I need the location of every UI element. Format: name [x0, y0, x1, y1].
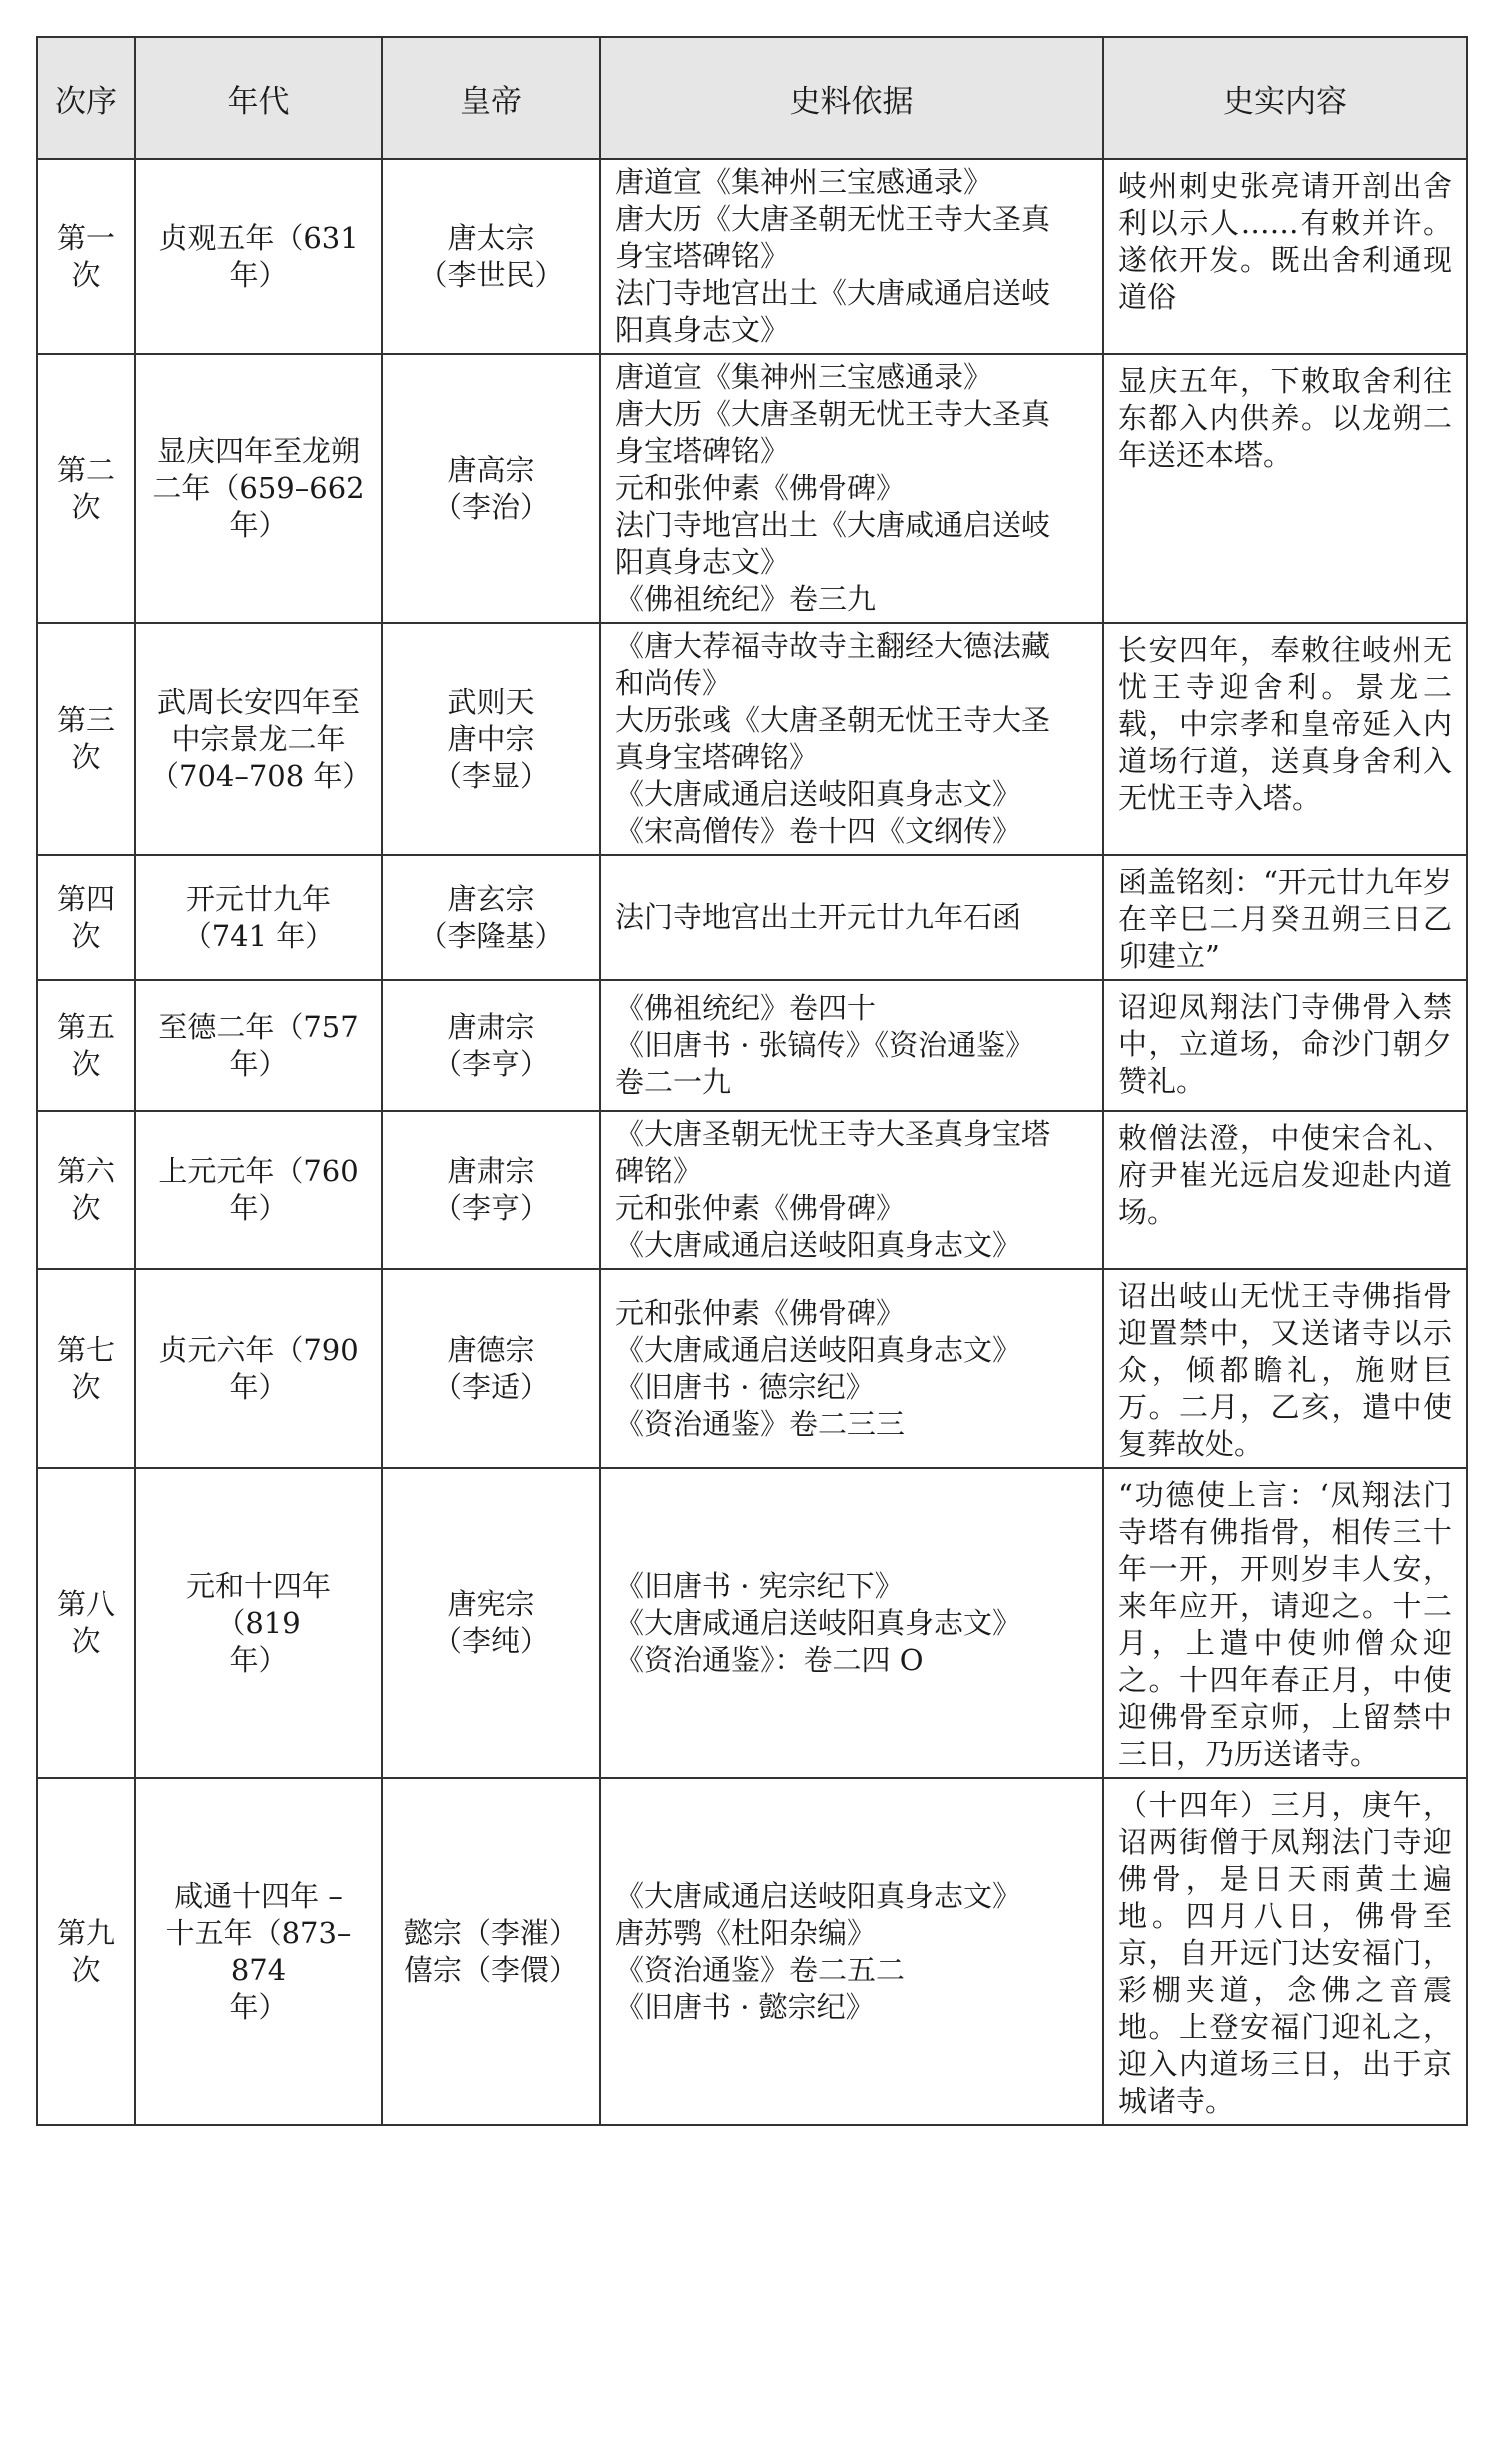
- cell-sources: [600, 623, 1103, 855]
- cell-sources-line: 身宝塔碑铭》: [615, 434, 790, 468]
- cell-sources-line: 《资治通鉴》：卷二四 O: [615, 1642, 924, 1677]
- cell-era: [135, 1269, 382, 1468]
- cell-sources-line: 和尚传》: [615, 666, 732, 700]
- cell-sources-line: 《大唐圣朝无忧王寺大圣真身宝塔: [615, 1117, 1051, 1151]
- header-sources: 史料依据: [600, 37, 1103, 159]
- header-emperor: 皇帝: [382, 37, 600, 159]
- cell-sources-line: 唐苏鹗《杜阳杂编》: [615, 1915, 877, 1950]
- cell-era-line: 年）: [229, 1369, 288, 1404]
- cell-era-line: 年）: [229, 1046, 288, 1081]
- cell-emperor: [382, 1778, 600, 2125]
- cell-sources-line: 真身宝塔碑铭》: [615, 740, 819, 774]
- cell-order: 第九次: [37, 1778, 135, 2125]
- cell-era: [135, 980, 382, 1111]
- table-row: [37, 1269, 1467, 1468]
- cell-order: 第八次: [37, 1468, 135, 1778]
- cell-order: 第五次: [37, 980, 135, 1111]
- cell-emperor-line: （李适）: [432, 1369, 549, 1404]
- cell-content-text: 诏迎凤翔法门寺佛骨入禁中，立道场，命沙门朝夕赞礼。: [1118, 990, 1452, 1098]
- cell-emperor-line: 唐宪宗: [447, 1587, 535, 1621]
- cell-era-line: 二年（659–662: [152, 471, 365, 505]
- cell-sources-line: 《旧唐书 · 德宗纪》: [615, 1369, 875, 1404]
- cell-era: [135, 1778, 382, 2125]
- cell-content: [1103, 1269, 1467, 1468]
- cell-emperor-line: （李亨）: [432, 1191, 549, 1225]
- cell-sources-line: 卷二一九: [615, 1065, 732, 1099]
- table-row: [37, 1468, 1467, 1778]
- cell-content: [1103, 1778, 1467, 2125]
- cell-emperor: [382, 1269, 600, 1468]
- cell-era: [135, 1111, 382, 1269]
- cell-content: [1103, 1111, 1467, 1269]
- cell-sources-line: 唐大历《大唐圣朝无忧王寺大圣真: [615, 397, 1051, 431]
- cell-emperor-line: 唐中宗: [447, 721, 535, 756]
- cell-sources-line: 大历张彧《大唐圣朝无忧王寺大圣: [615, 703, 1051, 737]
- cell-emperor-line: 唐肃宗: [447, 1009, 535, 1044]
- cell-era-line: 年）: [229, 1989, 288, 2024]
- cell-sources-line: 唐道宣《集神州三宝感通录》: [615, 165, 993, 199]
- table-body: [37, 159, 1467, 2125]
- cell-era-line: 中宗景龙二年: [171, 721, 346, 756]
- cell-order: 第四次: [37, 855, 135, 980]
- cell-era-line: （741 年）: [182, 918, 335, 953]
- header-era: 年代: [135, 37, 382, 159]
- cell-sources-line: 《大唐咸通启送岐阳真身志文》: [615, 1332, 1022, 1367]
- cell-emperor: [382, 1468, 600, 1778]
- cell-content: [1103, 623, 1467, 855]
- cell-era-line: 年）: [229, 1191, 288, 1225]
- cell-emperor-line: （李世民）: [418, 257, 564, 292]
- cell-sources-line: 碑铭》: [615, 1154, 703, 1188]
- cell-sources: [600, 1468, 1103, 1778]
- cell-emperor-line: 僖宗（李儇）: [403, 1952, 578, 1987]
- cell-emperor-line: （李亨）: [432, 1046, 549, 1081]
- cell-content-text: 敕僧法澄，中使宋合礼、府尹崔光远启发迎赴内道场。: [1118, 1121, 1452, 1229]
- cell-sources-line: 《佛祖统纪》卷三九: [615, 582, 877, 616]
- cell-era-line: （704–708 年）: [150, 758, 372, 793]
- cell-emperor-line: 武则天: [447, 684, 535, 719]
- cell-order: 第七次: [37, 1269, 135, 1468]
- cell-sources-line: 《旧唐书 · 张镐传》《资治通鉴》: [615, 1028, 1035, 1062]
- cell-sources: [600, 1269, 1103, 1468]
- cell-sources-line: 《大唐咸通启送岐阳真身志文》: [615, 1228, 1022, 1262]
- cell-emperor-line: 懿宗（李漼）: [403, 1915, 578, 1950]
- cell-era: [135, 1468, 382, 1778]
- cell-emperor: [382, 1111, 600, 1269]
- cell-era-line: 贞元六年（790: [158, 1332, 359, 1367]
- cell-emperor: [382, 354, 600, 623]
- cell-sources-line: 《旧唐书 · 懿宗纪》: [615, 1989, 875, 2024]
- cell-emperor: [382, 855, 600, 980]
- cell-era-line: 贞观五年（631: [158, 220, 359, 255]
- cell-sources-line: 《大唐咸通启送岐阳真身志文》: [615, 1878, 1022, 1913]
- cell-emperor: [382, 159, 600, 354]
- cell-sources: [600, 1778, 1103, 2125]
- cell-order: 第二次: [37, 354, 135, 623]
- cell-content: [1103, 1468, 1467, 1778]
- cell-emperor-line: 唐高宗: [447, 452, 535, 487]
- cell-content-text: 诏出岐山无忧王寺佛指骨迎置禁中，又送诸寺以示众，倾都瞻礼，施财巨万。二月，乙亥，遣中使复葬故处。: [1118, 1279, 1452, 1461]
- cell-era: [135, 354, 382, 623]
- cell-content: [1103, 855, 1467, 980]
- cell-order: 第一次: [37, 159, 135, 354]
- cell-sources-line: 元和张仲素《佛骨碑》: [615, 1295, 906, 1330]
- cell-emperor-line: 唐肃宗: [447, 1154, 535, 1188]
- cell-era-line: 咸通十四年 –: [174, 1878, 343, 1913]
- cell-era-line: 显庆四年至龙朔: [156, 434, 360, 468]
- cell-emperor-line: （李纯）: [432, 1624, 549, 1658]
- cell-sources-line: 唐道宣《集神州三宝感通录》: [615, 360, 993, 394]
- cell-era-line: 至德二年（757: [158, 1009, 359, 1044]
- cell-emperor: [382, 623, 600, 855]
- cell-sources-line: 元和张仲素《佛骨碑》: [615, 1191, 906, 1225]
- cell-content: [1103, 980, 1467, 1111]
- cell-sources: [600, 159, 1103, 354]
- cell-sources-line: 《佛祖统纪》卷四十: [615, 991, 877, 1025]
- header-order: 次序: [37, 37, 135, 159]
- cell-era-line: 年）: [229, 508, 288, 542]
- cell-sources-line: 《宋高僧传》卷十四《文纲传》: [615, 814, 1022, 848]
- cell-order: 第三次: [37, 623, 135, 855]
- cell-sources-line: 《旧唐书 · 宪宗纪下》: [615, 1568, 904, 1603]
- cell-era-line: 年）: [229, 257, 288, 292]
- table-row: [37, 159, 1467, 354]
- cell-era: [135, 623, 382, 855]
- cell-era-line: 上元元年（760: [158, 1154, 359, 1188]
- cell-sources-line: 《大唐咸通启送岐阳真身志文》: [615, 777, 1022, 811]
- history-table: [36, 36, 1468, 2126]
- cell-era-line: 元和十四年（819: [185, 1568, 331, 1640]
- cell-sources: [600, 855, 1103, 980]
- cell-era-line: 十五年（873–874: [165, 1915, 352, 1987]
- cell-era-line: 年）: [229, 1642, 288, 1677]
- cell-emperor-line: （李隆基）: [418, 918, 564, 953]
- cell-sources: [600, 354, 1103, 623]
- cell-content-text: （十四年）三月，庚午，诏两街僧于凤翔法门寺迎佛骨，是日天雨黄土遍地。四月八日，佛骨至京，自开远门达安福门，彩棚夹道，念佛之音震地。上登安福门迎礼之，迎入内道场三日，出于京城诸寺。: [1118, 1788, 1452, 2118]
- cell-content-text: “功德使上言：‘凤翔法门寺塔有佛指骨，相传三十年一开，开则岁丰人安，来年应开，请迎之。十二月，上遣中使帅僧众迎之。十四年春正月，中使迎佛骨至京师，上留禁中三日，乃历送诸寺。: [1118, 1478, 1452, 1771]
- cell-sources-line: 《大唐咸通启送岐阳真身志文》: [615, 1605, 1022, 1640]
- cell-sources-line: 《资治通鉴》卷二三三: [615, 1406, 906, 1441]
- cell-emperor: [382, 980, 600, 1111]
- cell-content-text: 函盖铭刻：“开元廿九年岁在辛巳二月癸丑朔三日乙卯建立”: [1118, 865, 1452, 973]
- table-row: [37, 623, 1467, 855]
- cell-emperor-line: 唐玄宗: [447, 881, 535, 916]
- cell-content-text: 显庆五年，下敕取舍利往东都入内供养。以龙朔二年送还本塔。: [1118, 364, 1452, 472]
- cell-era: [135, 159, 382, 354]
- cell-order: 第六次: [37, 1111, 135, 1269]
- cell-sources-line: 《唐大荐福寺故寺主翻经大德法藏: [615, 629, 1051, 663]
- cell-sources-line: 元和张仲素《佛骨碑》: [615, 471, 906, 505]
- cell-sources-line: 法门寺地宫出土《大唐咸通启送岐: [615, 276, 1051, 310]
- table-row: [37, 980, 1467, 1111]
- table-row: [37, 1778, 1467, 2125]
- cell-emperor-line: （李治）: [432, 489, 549, 524]
- cell-sources-line: 阳真身志文》: [615, 545, 790, 579]
- cell-era-line: 开元廿九年: [185, 881, 331, 916]
- header-row: [37, 37, 1467, 159]
- cell-sources-line: 阳真身志文》: [615, 313, 790, 347]
- cell-emperor-line: 唐德宗: [447, 1332, 535, 1367]
- header-content: 史实内容: [1103, 37, 1467, 159]
- cell-content: [1103, 159, 1467, 354]
- cell-era-line: 武周长安四年至: [156, 684, 360, 719]
- cell-emperor-line: 唐太宗: [447, 220, 535, 255]
- cell-sources: [600, 980, 1103, 1111]
- cell-sources-line: 法门寺地宫出土开元廿九年石函: [615, 900, 1022, 934]
- cell-content-text: 长安四年，奉敕往岐州无忧王寺迎舍利。景龙二载，中宗孝和皇帝延入内道场行道，送真身舍利入无忧王寺入塔。: [1118, 633, 1452, 815]
- cell-content-text: 岐州刺史张亮请开剖出舍利以示人……有敕并许。遂依开发。既出舍利通现道俗: [1118, 169, 1452, 314]
- cell-sources-line: 身宝塔碑铭》: [615, 239, 790, 273]
- cell-content: [1103, 354, 1467, 623]
- cell-sources-line: 唐大历《大唐圣朝无忧王寺大圣真: [615, 202, 1051, 236]
- cell-sources-line: 法门寺地宫出土《大唐咸通启送岐: [615, 508, 1051, 542]
- cell-sources-line: 《资治通鉴》卷二五二: [615, 1952, 906, 1987]
- cell-emperor-line: （李显）: [432, 758, 549, 793]
- table-row: [37, 354, 1467, 623]
- cell-sources: [600, 1111, 1103, 1269]
- cell-era: [135, 855, 382, 980]
- table-row: [37, 1111, 1467, 1269]
- table-row: [37, 855, 1467, 980]
